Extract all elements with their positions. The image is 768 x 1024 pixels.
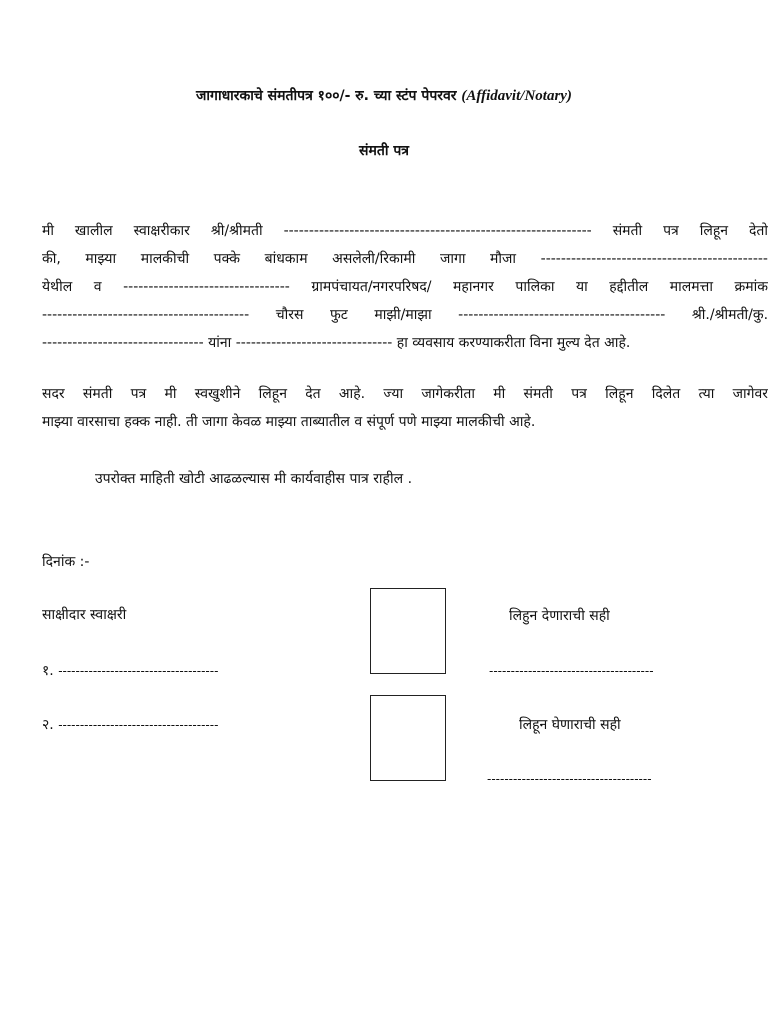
declaration-text: उपरोक्त माहिती खोटी आढळल्यास मी कार्यवाहीस पात्र राहील . xyxy=(95,471,413,487)
witness-1-line xyxy=(42,661,218,680)
giver-signature-line: -------------------------------------- xyxy=(489,664,654,678)
taker-signature-label: लिहून घेणाराची सही xyxy=(519,717,621,733)
witness-2-blank: ------------------------------------- xyxy=(58,718,219,732)
line5-text-a: यांना xyxy=(208,335,232,351)
para2-line-1: सदर संमती पत्र मी स्वखुशीने लिहून देत आहे. ज्या जागेकरीता मी संमती पत्र लिहून दिलेत त्या जागेवर xyxy=(42,386,768,402)
line4-text-a: चौरस फुट माझी/माझा xyxy=(275,307,432,323)
body-line-1 xyxy=(42,220,768,242)
witness-2-number: २. xyxy=(42,717,54,733)
line1-text-b: संमती पत्र लिहून देतो xyxy=(612,223,768,239)
document-title xyxy=(0,86,768,105)
photo-box-giver xyxy=(370,588,446,674)
line4-blank-1: ----------------------------------------- xyxy=(42,307,250,323)
line2-text-a: की, माझ्या मालकीची पक्के बांधकाम असलेली/रिकामी जागा मौजा xyxy=(42,251,517,267)
witness-2-line xyxy=(42,715,218,734)
para2-line-2: माझ्या वारसाचा हक्क नाही. ती जागा केवळ माझ्या ताब्यातील व संपूर्ण पणे माझ्या मालकीची आहे. xyxy=(42,414,536,430)
line1-text-a: मी खालील स्वाक्षरीकार श्री/श्रीमती xyxy=(42,223,263,239)
document-subtitle: संमती पत्र xyxy=(359,143,409,159)
date-label: दिनांक :- xyxy=(42,554,90,570)
title-latin: (Affidavit/Notary) xyxy=(461,88,572,104)
line1-blank: ------------------------------------------------------------- xyxy=(283,223,592,239)
giver-signature-label: लिहुन देणाराची सही xyxy=(509,608,610,624)
line3-text-a: येथील व xyxy=(42,279,102,295)
witness-signature-label: साक्षीदार स्वाक्षरी xyxy=(42,607,127,623)
body-line-2 xyxy=(42,248,768,270)
body-line-5 xyxy=(42,332,750,354)
photo-box-taker xyxy=(370,695,446,781)
line4-text-b: श्री./श्रीमती/कु. xyxy=(691,307,768,323)
body-line-3 xyxy=(42,276,768,298)
witness-1-number: १. xyxy=(42,663,54,679)
body-line-4 xyxy=(42,304,768,326)
witness-1-blank: ------------------------------------- xyxy=(58,664,219,678)
line3-blank: --------------------------------- xyxy=(123,279,290,295)
taker-signature-line: -------------------------------------- xyxy=(487,772,652,786)
line2-blank: --------------------------------------------- xyxy=(540,251,768,267)
title-marathi: जागाधारकाचे संमतीपत्र १००/- रु. च्या स्टंप पेपरवर xyxy=(196,88,457,104)
line3-text-b: ग्रामपंचायत/नगरपरिषद/ महानगर पालिका या हद्दीतील मालमत्ता क्रमांक xyxy=(311,279,768,295)
line5-blank-2: ------------------------------- xyxy=(235,335,393,351)
line5-blank-1: -------------------------------- xyxy=(42,335,204,351)
line4-blank-2: ----------------------------------------- xyxy=(458,307,666,323)
line5-text-b: हा व्यवसाय करण्याकरीता विना मुल्य देत आहे. xyxy=(396,335,631,351)
